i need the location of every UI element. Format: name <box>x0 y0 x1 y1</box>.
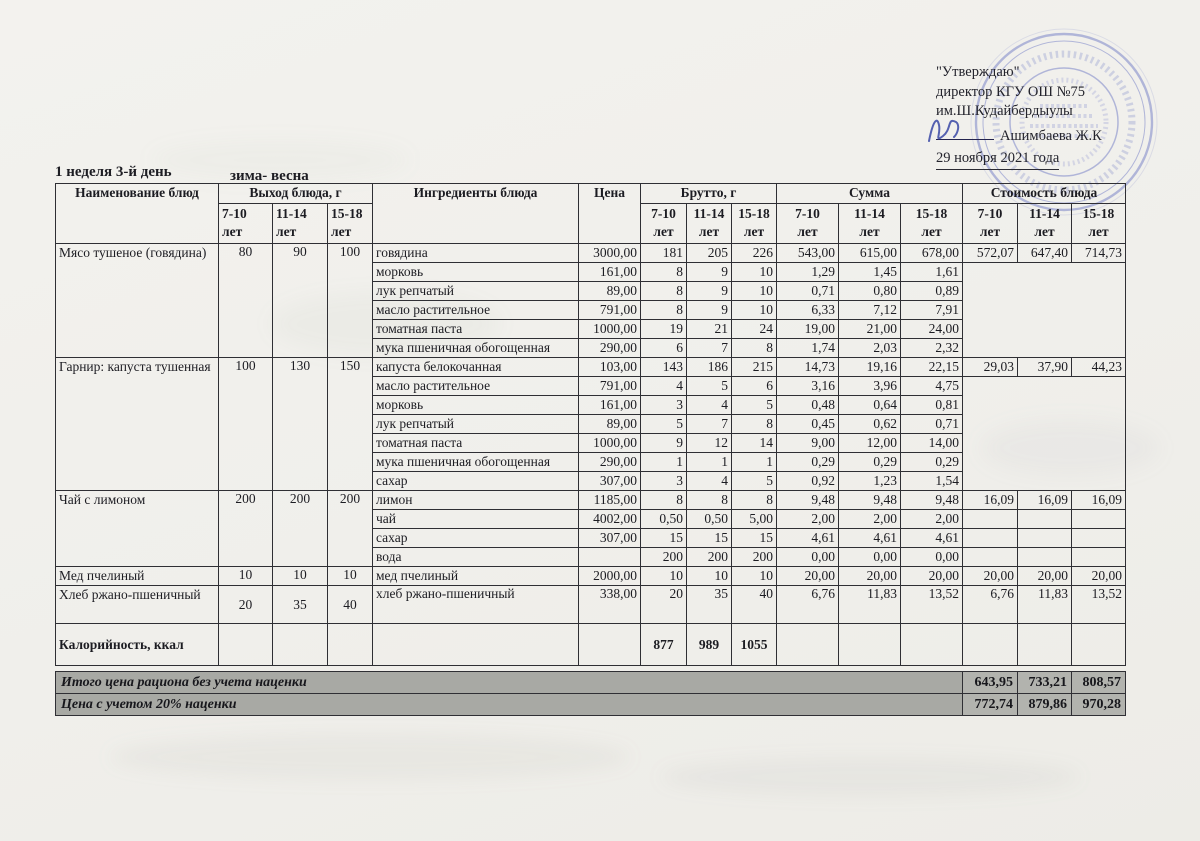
gross-cell: 12 <box>687 434 732 453</box>
gross-cell: 8 <box>732 491 777 510</box>
sum-cell: 9,00 <box>777 434 839 453</box>
col-header-cost: Стоимость блюда <box>963 184 1126 204</box>
cost-cell: 16,09 <box>1072 491 1126 510</box>
empty-cell <box>219 624 273 666</box>
col-header-ingredients: Ингредиенты блюда <box>373 184 579 244</box>
calories-label-cell: Калорийность, ккал <box>56 624 219 666</box>
gross-cell: 8 <box>732 339 777 358</box>
dish-name-cell: Хлеб ржано-пшеничный <box>56 586 219 624</box>
total-label-cell: Итого цена рациона без учета наценки <box>56 672 963 694</box>
price-cell: 307,00 <box>579 472 641 491</box>
age-header: 15-18 лет <box>732 204 777 244</box>
total-value-cell: 733,21 <box>1018 672 1072 694</box>
age-header: 11-14 лет <box>273 204 328 244</box>
price-cell: 89,00 <box>579 415 641 434</box>
empty-cell <box>839 624 901 666</box>
gross-cell: 3 <box>641 396 687 415</box>
sum-cell: 6,33 <box>777 301 839 320</box>
sum-cell: 543,00 <box>777 244 839 263</box>
price-cell: 4002,00 <box>579 510 641 529</box>
sum-cell: 1,74 <box>777 339 839 358</box>
col-header-gross: Брутто, г <box>641 184 777 204</box>
sum-cell: 0,00 <box>839 548 901 567</box>
page-title: 1 неделя 3-й день <box>55 164 172 180</box>
table-row <box>56 358 1126 377</box>
price-cell: 791,00 <box>579 301 641 320</box>
sum-cell: 19,16 <box>839 358 901 377</box>
sum-cell: 14,00 <box>901 434 963 453</box>
gross-cell: 8 <box>641 263 687 282</box>
gross-cell: 8 <box>641 491 687 510</box>
cost-empty-cell <box>1072 548 1126 567</box>
total-value-cell: 643,95 <box>963 672 1018 694</box>
sum-cell: 1,23 <box>839 472 901 491</box>
cost-cell: 714,73 <box>1072 244 1126 263</box>
price-cell: 1185,00 <box>579 491 641 510</box>
gross-cell: 200 <box>732 548 777 567</box>
gross-cell: 7 <box>687 415 732 434</box>
gross-cell: 5 <box>641 415 687 434</box>
price-cell <box>579 548 641 567</box>
gross-cell: 0,50 <box>641 510 687 529</box>
sum-cell: 4,61 <box>901 529 963 548</box>
gross-cell: 8 <box>641 282 687 301</box>
totals-table <box>55 671 1126 716</box>
empty-cell <box>373 624 579 666</box>
cost-cell: 6,76 <box>963 586 1018 624</box>
gross-cell: 9 <box>641 434 687 453</box>
gross-cell: 1 <box>641 453 687 472</box>
ingredient-name-cell: мед пчелиный <box>373 567 579 586</box>
season-label: зима- весна <box>230 168 309 184</box>
output-cell: 100 <box>328 244 373 358</box>
signature-row <box>936 125 1166 147</box>
cost-empty-cell <box>963 510 1018 529</box>
gross-cell: 15 <box>687 529 732 548</box>
age-header: 11-14 лет <box>687 204 732 244</box>
sum-cell: 20,00 <box>777 567 839 586</box>
cost-merged-empty-cell <box>963 263 1126 358</box>
sum-cell: 0,71 <box>901 415 963 434</box>
sum-cell: 2,32 <box>901 339 963 358</box>
gross-cell: 21 <box>687 320 732 339</box>
calories-value-cell: 1055 <box>732 624 777 666</box>
ingredient-name-cell: сахар <box>373 529 579 548</box>
ingredient-name-cell: морковь <box>373 263 579 282</box>
sum-cell: 7,91 <box>901 301 963 320</box>
gross-cell: 15 <box>641 529 687 548</box>
total-value-cell: 772,74 <box>963 694 1018 716</box>
gross-cell: 200 <box>641 548 687 567</box>
ingredient-name-cell: томатная паста <box>373 320 579 339</box>
sum-cell: 2,00 <box>901 510 963 529</box>
sum-cell: 0,45 <box>777 415 839 434</box>
dish-name-cell: Чай с лимоном <box>56 491 219 567</box>
output-cell: 80 <box>219 244 273 358</box>
sum-cell: 9,48 <box>777 491 839 510</box>
sum-cell: 24,00 <box>901 320 963 339</box>
sum-cell: 13,52 <box>901 586 963 624</box>
gross-cell: 40 <box>732 586 777 624</box>
calories-value-cell: 877 <box>641 624 687 666</box>
ingredient-name-cell: лимон <box>373 491 579 510</box>
approval-school-line: им.Ш.Кудайбердыулы <box>936 103 1073 119</box>
gross-cell: 20 <box>641 586 687 624</box>
ingredient-name-cell: лук репчатый <box>373 415 579 434</box>
output-cell: 35 <box>273 586 328 624</box>
sum-cell: 20,00 <box>839 567 901 586</box>
gross-cell: 6 <box>641 339 687 358</box>
empty-cell <box>901 624 963 666</box>
gross-cell: 143 <box>641 358 687 377</box>
ingredient-name-cell: сахар <box>373 472 579 491</box>
sum-cell: 1,29 <box>777 263 839 282</box>
gross-cell: 5 <box>732 472 777 491</box>
cost-cell: 20,00 <box>1072 567 1126 586</box>
price-cell: 1000,00 <box>579 320 641 339</box>
output-cell: 40 <box>328 586 373 624</box>
cost-cell: 647,40 <box>1018 244 1072 263</box>
cost-cell: 572,07 <box>963 244 1018 263</box>
col-header-output: Выход блюда, г <box>219 184 373 204</box>
price-cell: 2000,00 <box>579 567 641 586</box>
output-cell: 10 <box>219 567 273 586</box>
price-cell: 791,00 <box>579 377 641 396</box>
gross-cell: 1 <box>732 453 777 472</box>
gross-cell: 10 <box>732 282 777 301</box>
gross-cell: 14 <box>732 434 777 453</box>
total-row <box>56 694 1126 716</box>
sum-cell: 1,45 <box>839 263 901 282</box>
output-cell: 200 <box>219 491 273 567</box>
col-header-sum: Сумма <box>777 184 963 204</box>
output-cell: 200 <box>273 491 328 567</box>
empty-cell <box>777 624 839 666</box>
gross-cell: 4 <box>687 396 732 415</box>
gross-cell: 10 <box>732 301 777 320</box>
sum-cell: 1,54 <box>901 472 963 491</box>
sum-cell: 4,75 <box>901 377 963 396</box>
cost-cell: 11,83 <box>1018 586 1072 624</box>
cost-empty-cell <box>963 548 1018 567</box>
ingredient-name-cell: капуста белокочанная <box>373 358 579 377</box>
sum-cell: 12,00 <box>839 434 901 453</box>
dish-name-cell: Гарнир: капуста тушенная <box>56 358 219 491</box>
cost-cell: 44,23 <box>1072 358 1126 377</box>
gross-cell: 8 <box>687 491 732 510</box>
cost-cell: 20,00 <box>963 567 1018 586</box>
sum-cell: 3,16 <box>777 377 839 396</box>
sum-cell: 4,61 <box>777 529 839 548</box>
gross-cell: 5 <box>687 377 732 396</box>
total-value-cell: 808,57 <box>1072 672 1126 694</box>
sum-cell: 0,00 <box>901 548 963 567</box>
ingredient-name-cell: чай <box>373 510 579 529</box>
gross-cell: 8 <box>732 415 777 434</box>
total-value-cell: 970,28 <box>1072 694 1126 716</box>
total-label-cell: Цена с учетом 20% наценки <box>56 694 963 716</box>
sum-cell: 22,15 <box>901 358 963 377</box>
sum-cell: 678,00 <box>901 244 963 263</box>
gross-cell: 181 <box>641 244 687 263</box>
menu-table <box>55 183 1126 666</box>
sum-cell: 6,76 <box>777 586 839 624</box>
sum-cell: 0,29 <box>901 453 963 472</box>
output-cell: 10 <box>273 567 328 586</box>
sum-cell: 1,61 <box>901 263 963 282</box>
cost-cell: 16,09 <box>1018 491 1072 510</box>
age-header: 7-10 лет <box>963 204 1018 244</box>
gross-cell: 8 <box>641 301 687 320</box>
col-header-dish: Наименование блюд <box>56 184 219 244</box>
total-value-cell: 879,86 <box>1018 694 1072 716</box>
sum-cell: 0,29 <box>777 453 839 472</box>
gross-cell: 24 <box>732 320 777 339</box>
approval-title: "Утверждаю" <box>936 64 1020 80</box>
calories-row <box>56 624 1126 666</box>
sum-cell: 7,12 <box>839 301 901 320</box>
ingredient-name-cell: масло растительное <box>373 301 579 320</box>
ingredient-name-cell: томатная паста <box>373 434 579 453</box>
sum-cell: 3,96 <box>839 377 901 396</box>
age-header: 7-10 лет <box>641 204 687 244</box>
ingredient-name-cell: морковь <box>373 396 579 415</box>
ingredient-name-cell: мука пшеничная обогощенная <box>373 453 579 472</box>
scan-smudge <box>660 758 1080 796</box>
gross-cell: 10 <box>732 263 777 282</box>
table-row <box>56 567 1126 586</box>
cost-empty-cell <box>963 529 1018 548</box>
gross-cell: 5 <box>732 396 777 415</box>
cost-cell: 13,52 <box>1072 586 1126 624</box>
sum-cell: 14,73 <box>777 358 839 377</box>
sum-cell: 9,48 <box>839 491 901 510</box>
gross-cell: 5,00 <box>732 510 777 529</box>
price-cell: 338,00 <box>579 586 641 624</box>
gross-cell: 226 <box>732 244 777 263</box>
sum-cell: 0,89 <box>901 282 963 301</box>
cost-cell: 29,03 <box>963 358 1018 377</box>
approval-block <box>936 63 1166 170</box>
sum-cell: 0,29 <box>839 453 901 472</box>
gross-cell: 7 <box>687 339 732 358</box>
empty-cell <box>273 624 328 666</box>
empty-cell <box>963 624 1018 666</box>
cost-empty-cell <box>1018 510 1072 529</box>
output-cell: 10 <box>328 567 373 586</box>
empty-cell <box>328 624 373 666</box>
cost-cell: 20,00 <box>1018 567 1072 586</box>
output-cell: 20 <box>219 586 273 624</box>
empty-cell <box>1018 624 1072 666</box>
sum-cell: 0,92 <box>777 472 839 491</box>
age-header: 11-14 лет <box>1018 204 1072 244</box>
sum-cell: 4,61 <box>839 529 901 548</box>
ingredient-name-cell: говядина <box>373 244 579 263</box>
ingredient-name-cell: масло растительное <box>373 377 579 396</box>
price-cell: 161,00 <box>579 396 641 415</box>
price-cell: 161,00 <box>579 263 641 282</box>
total-row <box>56 672 1126 694</box>
sum-cell: 0,48 <box>777 396 839 415</box>
sum-cell: 2,00 <box>839 510 901 529</box>
cost-cell: 16,09 <box>963 491 1018 510</box>
empty-cell <box>1072 624 1126 666</box>
sum-cell: 9,48 <box>901 491 963 510</box>
approval-date: 29 ноября 2021 года <box>936 149 1059 171</box>
gross-cell: 6 <box>732 377 777 396</box>
price-cell: 103,00 <box>579 358 641 377</box>
price-cell: 3000,00 <box>579 244 641 263</box>
sum-cell: 0,62 <box>839 415 901 434</box>
gross-cell: 0,50 <box>687 510 732 529</box>
gross-cell: 3 <box>641 472 687 491</box>
sum-cell: 0,00 <box>777 548 839 567</box>
age-header: 11-14 лет <box>839 204 901 244</box>
gross-cell: 205 <box>687 244 732 263</box>
sum-cell: 615,00 <box>839 244 901 263</box>
sum-cell: 11,83 <box>839 586 901 624</box>
gross-cell: 215 <box>732 358 777 377</box>
gross-cell: 4 <box>687 472 732 491</box>
sum-cell: 2,00 <box>777 510 839 529</box>
gross-cell: 9 <box>687 263 732 282</box>
gross-cell: 4 <box>641 377 687 396</box>
gross-cell: 19 <box>641 320 687 339</box>
cost-empty-cell <box>1018 548 1072 567</box>
gross-cell: 200 <box>687 548 732 567</box>
gross-cell: 186 <box>687 358 732 377</box>
header-row-groups <box>56 184 1126 204</box>
scan-smudge <box>110 735 630 779</box>
dish-name-cell: Мясо тушеное (говядина) <box>56 244 219 358</box>
signature-icon <box>924 111 966 154</box>
cost-merged-empty-cell <box>963 377 1126 491</box>
cost-empty-cell <box>1018 529 1072 548</box>
ingredient-name-cell: лук репчатый <box>373 282 579 301</box>
age-header: 15-18 лет <box>1072 204 1126 244</box>
price-cell: 89,00 <box>579 282 641 301</box>
dish-name-cell: Мед пчелиный <box>56 567 219 586</box>
sum-cell: 0,64 <box>839 396 901 415</box>
calories-value-cell: 989 <box>687 624 732 666</box>
price-cell: 307,00 <box>579 529 641 548</box>
gross-cell: 15 <box>732 529 777 548</box>
price-cell: 290,00 <box>579 453 641 472</box>
gross-cell: 9 <box>687 301 732 320</box>
approval-director-line: директор КГУ ОШ №75 <box>936 83 1085 100</box>
output-cell: 150 <box>328 358 373 491</box>
ingredient-name-cell: хлеб ржано-пшеничный <box>373 586 579 624</box>
sum-cell: 0,71 <box>777 282 839 301</box>
gross-cell: 9 <box>687 282 732 301</box>
output-cell: 200 <box>328 491 373 567</box>
cost-cell: 37,90 <box>1018 358 1072 377</box>
table-row <box>56 586 1126 624</box>
gross-cell: 10 <box>687 567 732 586</box>
gross-cell: 1 <box>687 453 732 472</box>
sum-cell: 2,03 <box>839 339 901 358</box>
sum-cell: 21,00 <box>839 320 901 339</box>
sum-cell: 0,81 <box>901 396 963 415</box>
output-cell: 100 <box>219 358 273 491</box>
age-header: 15-18 лет <box>901 204 963 244</box>
cost-empty-cell <box>1072 510 1126 529</box>
sum-cell: 19,00 <box>777 320 839 339</box>
ingredient-name-cell: вода <box>373 548 579 567</box>
col-header-price: Цена <box>579 184 641 244</box>
empty-cell <box>579 624 641 666</box>
gross-cell: 35 <box>687 586 732 624</box>
price-cell: 290,00 <box>579 339 641 358</box>
age-header: 7-10 лет <box>219 204 273 244</box>
price-cell: 1000,00 <box>579 434 641 453</box>
sum-cell: 0,80 <box>839 282 901 301</box>
output-cell: 90 <box>273 244 328 358</box>
sum-cell: 20,00 <box>901 567 963 586</box>
cost-empty-cell <box>1072 529 1126 548</box>
gross-cell: 10 <box>732 567 777 586</box>
gross-cell: 10 <box>641 567 687 586</box>
table-row <box>56 244 1126 263</box>
age-header: 7-10 лет <box>777 204 839 244</box>
ingredient-name-cell: мука пшеничная обогощенная <box>373 339 579 358</box>
output-cell: 130 <box>273 358 328 491</box>
signer-name: Ашимбаева Ж.К <box>1000 127 1102 144</box>
table-row <box>56 491 1126 510</box>
age-header: 15-18 лет <box>328 204 373 244</box>
